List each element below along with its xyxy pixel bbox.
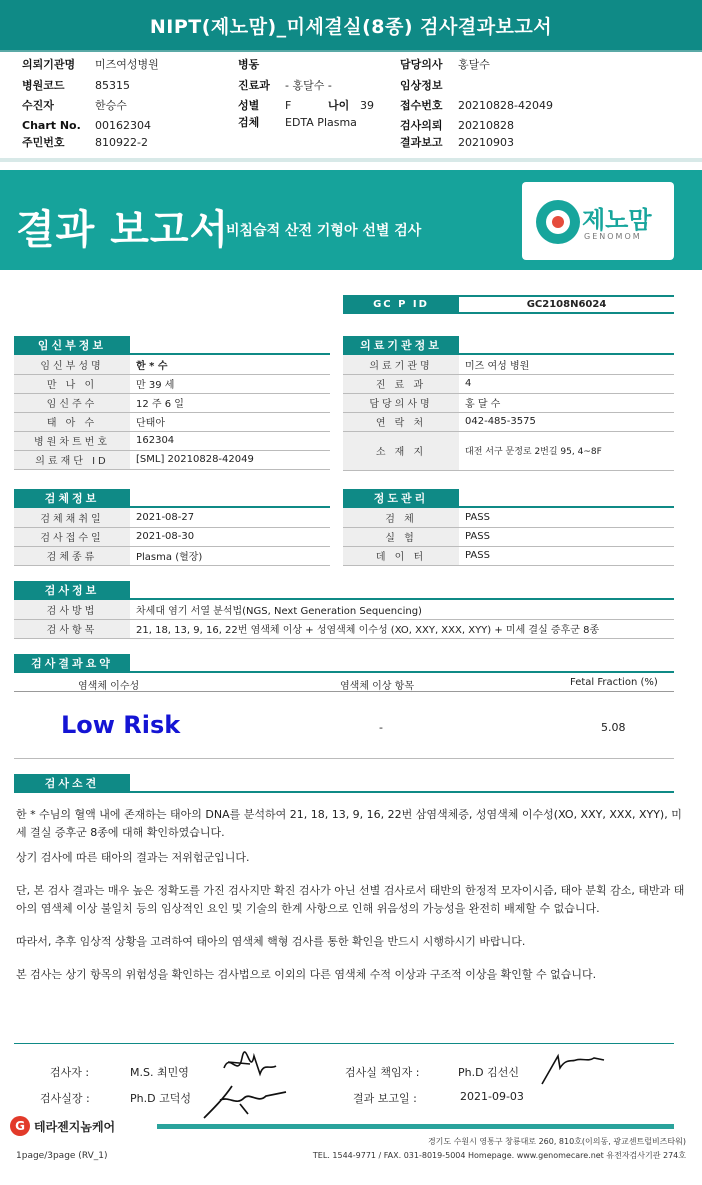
company-logo [10, 1116, 115, 1136]
summary-col-aneuploidy: 염색체 이수성 [78, 681, 140, 692]
risk-result: Low Risk [61, 711, 181, 739]
table-row: 병원차트번호 162304 [14, 431, 330, 450]
hdr-id-value: 810922-2 [95, 136, 148, 149]
hdr-chart-value: 00162304 [95, 119, 151, 132]
summary-col-abnormal: 염색체 이상 항목 [340, 681, 414, 692]
patient-table [14, 355, 330, 470]
table-row: 태 아 수 단태아 [14, 412, 330, 431]
hdr-doctor-value: 홍달수 [458, 58, 490, 71]
genomom-logo [522, 182, 674, 260]
summary-col-fetal-fraction: Fetal Fraction (%) [570, 677, 658, 688]
hdr-chart-label: Chart No. [22, 119, 81, 132]
footer-address: 경기도 수원시 영통구 창룡대로 260, 810호(이의동, 광교센트럴비즈타워) [427, 1137, 686, 1146]
gcpid-value: GC2108N6024 [459, 295, 674, 314]
logo-mark-icon [536, 200, 580, 244]
hdr-ward-label: 병동 [238, 58, 260, 71]
report-date-value: 2021-09-03 [460, 1090, 524, 1103]
table-row: 의료재단 ID [SML] 20210828-42049 [14, 450, 330, 469]
table-row: 실 험 PASS [343, 527, 674, 546]
hdr-sex-label: 성별 [238, 99, 260, 112]
hdr-dept-value: - 홍달수 - [285, 79, 332, 92]
footer-contact: TEL. 1544-9771 / FAX. 031-8019-5004 Homepage. www.genomecare.net 유전자검사기관 274호 [312, 1151, 686, 1160]
director-label: 검사실장 : [40, 1092, 90, 1105]
specimen-table [14, 508, 330, 566]
table-row: 검 체 PASS [343, 508, 674, 527]
company-name: 테라젠지놈케어 [34, 1119, 116, 1134]
institution-table [343, 355, 674, 471]
table-row: 연 락 처 042-485-3575 [343, 412, 674, 431]
summary-result-row [14, 693, 674, 759]
table-row: 담당의사명 홍 달 수 [343, 393, 674, 412]
gcpid-label: GC P ID [343, 295, 459, 314]
report-title: NIPT(제노맘)_미세결실(8종) 검사결과보고서 [0, 0, 702, 50]
hdr-request-value: 20210828 [458, 119, 514, 132]
table-row: 임신부성명 한 * 수 [14, 355, 330, 374]
banner-title: 결과 보고서 [16, 207, 230, 253]
finding-paragraph-4: 따라서, 추후 임상적 상황을 고려하여 태아의 염색체 핵형 검사를 통한 확인을 반드시 시행하시기 바랍니다. [16, 935, 526, 948]
patient-section-title: 임신부정보 [14, 336, 130, 353]
qc-table [343, 508, 674, 566]
table-row: 진 료 과 4 [343, 374, 674, 393]
summary-header-row [14, 674, 674, 692]
table-row: 만 나 이 만 39 세 [14, 374, 330, 393]
hdr-age-value: 39 [360, 99, 374, 112]
hdr-dept-label: 진료과 [238, 79, 270, 92]
hdr-doctor-label: 담당의사 [400, 58, 443, 71]
hdr-hospital-code-value: 85315 [95, 79, 130, 92]
hdr-request-label: 검사의뢰 [400, 119, 443, 132]
findings-section-line [14, 791, 674, 793]
title-divider [0, 50, 702, 52]
banner-subtitle: 비침습적 산전 기형아 선별 검사 [226, 223, 422, 239]
hdr-age-label: 나이 [328, 99, 350, 112]
hdr-patient-label: 수진자 [22, 99, 54, 112]
g-logo-icon: G [10, 1116, 30, 1136]
test-table [14, 600, 674, 639]
signature-divider [14, 1043, 674, 1044]
table-row: 임신주수 12 주 6 일 [14, 393, 330, 412]
test-section-title: 검사정보 [14, 581, 130, 598]
report-date-label: 결과 보고일 : [353, 1092, 417, 1105]
hdr-id-label: 주민번호 [22, 136, 65, 149]
hdr-institution-value: 미즈여성병원 [95, 58, 159, 71]
hdr-report-value: 20210903 [458, 136, 514, 149]
hdr-receipt-value: 20210828-42049 [458, 99, 553, 112]
institution-section-title: 의료기관정보 [343, 336, 459, 353]
finding-paragraph-5: 본 검사는 상기 항목의 위험성을 확인하는 검사법으로 이외의 다른 염색체 수적 이상과 구조적 이상을 확인할 수 없습니다. [16, 968, 597, 981]
hdr-hospital-code-label: 병원코드 [22, 79, 65, 92]
director-name: Ph.D 고덕성 [130, 1092, 191, 1105]
hdr-report-label: 결과보고 [400, 136, 443, 149]
tester-label: 검사자 : [50, 1066, 90, 1079]
table-row: 검체종류 Plasma (혈장) [14, 546, 330, 565]
table-row: 검사방법 차세대 염기 서열 분석법(NGS, Next Generation Sequencing) [14, 600, 674, 619]
footer-accent-bar [157, 1124, 674, 1129]
abnormal-items-value: - [379, 721, 383, 734]
hdr-patient-value: 한승수 [95, 99, 127, 112]
logo-subtext: GENOMOM [584, 232, 642, 241]
specimen-section-title: 검체정보 [14, 489, 130, 506]
director-signature [200, 1078, 290, 1122]
table-row: 소 재 지 대전 서구 문정로 2번길 95, 4~8F [343, 431, 674, 470]
summary-section-line [14, 671, 674, 673]
table-row: 검사항목 21, 18, 13, 9, 16, 22번 염색체 이상 + 성염색체 이수성 (XO, XXY, XXX, XYY) + 미세 결실 증후군 8종 [14, 619, 674, 638]
lab-head-label: 검사실 책임자 : [345, 1066, 420, 1079]
findings-section-title: 검사소견 [14, 774, 130, 791]
lab-head-signature [538, 1048, 608, 1088]
page-number: 1page/3page (RV_1) [16, 1151, 108, 1161]
finding-paragraph-1: 한 * 수님의 혈액 내에 존재하는 태아의 DNA를 분석하여 21, 18, 13, 9, 16, 22번 삼염색체증, 성염색체 이수성(XO, XXY, XXX, XYY), 미세 결실 증후군 8종에 대해 확인하였습니다. [16, 808, 682, 839]
fetal-fraction-value: 5.08 [601, 721, 626, 734]
finding-paragraph-2: 상기 검사에 따른 태아의 결과는 저위험군입니다. [16, 851, 250, 864]
logo-name: 제노맘 [582, 206, 652, 234]
hdr-receipt-label: 접수번호 [400, 99, 443, 112]
hdr-clinical-label: 임상정보 [400, 79, 443, 92]
table-row: 의료기관명 미즈 여성 병원 [343, 355, 674, 374]
hdr-sex-value: F [285, 99, 292, 112]
finding-paragraph-3: 단, 본 검사 결과는 매우 높은 정확도를 가진 검사지만 확진 검사가 아닌 선별 검사로서 태반의 한정적 모자이시즘, 태아 분획 감소, 태반과 태아의 염색체 이상 불일치 등의 임상적인 요인 및 기술의 한계 사항으로 인해 위음성의 가능성을 완전히 배제할 수 없습니다. [16, 884, 685, 915]
table-row: 검사접수일 2021-08-30 [14, 527, 330, 546]
banner-top-strip [0, 158, 702, 162]
hdr-specimen-value: EDTA Plasma [285, 116, 357, 129]
lab-head-name: Ph.D 김선신 [458, 1066, 519, 1079]
hdr-specimen-label: 검체 [238, 116, 260, 129]
qc-section-title: 정도관리 [343, 489, 459, 506]
tester-name: M.S. 최민영 [130, 1066, 189, 1079]
hdr-institution-label: 의뢰기관명 [22, 58, 76, 71]
table-row: 데 이 터 PASS [343, 546, 674, 565]
summary-section-title: 검사결과요약 [14, 654, 130, 671]
table-row: 검체채취일 2021-08-27 [14, 508, 330, 527]
